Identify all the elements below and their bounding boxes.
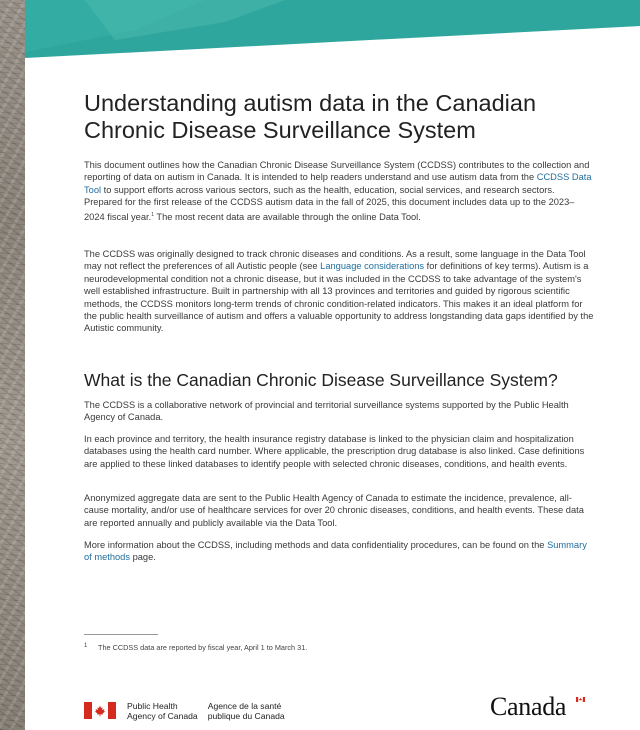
summary-of-methods-link[interactable]: Summary of methods <box>84 540 587 563</box>
wordmark-flag-icon <box>576 697 585 702</box>
canada-wordmark: Canada <box>490 692 567 721</box>
footnote <box>84 643 307 652</box>
intro-paragraph-2: The CCDSS was originally designed to track chronic diseases and conditions. As a result, some language in the Data Tool may not reflect the preferences of all Autistic people (see Language considerations for definitions of key terms). Autism is a neurodevelopmental condition not a chronic disease, but it was included in the CCDSS to take advantage of the system's well established infrastructure. Built in partnership with all 13 provinces and territories and guided by rigorous scientific methods, the CCDSS monitors long-term trends of chronic condition-related indicators. This makes it an ideal platform for the public health surveillance of autism and offers a valuable opportunity to address longstanding data gaps identified by the Autistic community. <box>84 249 594 334</box>
document-title: Understanding autism data in the Canadian Chronic Disease Surveillance System <box>84 90 537 143</box>
section-paragraph-1: The CCDSS is a collaborative network of provincial and territorial surveillance systems supported by the Public Health Agency of Canada. <box>84 400 569 423</box>
agency-name-fr: Agence de la santé publique du Canada <box>207 701 285 721</box>
agency-name-en: Public Health Agency of Canada <box>127 701 198 721</box>
intro-paragraph-1: This document outlines how the Canadian Chronic Disease Surveillance System (CCDSS) contributes to the collection and reporting of data on autism in Canada. It is intended to help readers understand and use autism data from the CCDSS Data Tool to support efforts across various sectors, such as the health, education, social services, and research sectors. Prepared for the first release of the CCDSS autism data in the fall of 2025, this document includes data up to the 2023–2024 fiscal year.$^1$ The most recent data are available through the online Data Tool. <box>84 160 592 222</box>
phac-signature <box>84 702 285 721</box>
footnote-text: The CCDSS data are reported by fiscal year, April 1 to March 31. <box>98 643 308 652</box>
section-paragraph-3: Anonymized aggregate data are sent to the Public Health Agency of Canada to estimate the incidence, prevalence, all-cause mortality, and/or use of healthcare services for over 20 chronic diseases, conditions, and health events. These data are reported annually and publicly available via the Data Tool. <box>84 493 584 528</box>
section-paragraph-4: More information about the CCDSS, including methods and data confidentiality procedures, can be found on the Summary of methods page. <box>84 540 587 563</box>
language-considerations-link[interactable]: Language considerations <box>320 261 425 272</box>
section-heading: What is the Canadian Chronic Disease Surveillance System? <box>84 370 558 390</box>
decorative-stone-strip <box>0 0 25 730</box>
ccdss-data-tool-link[interactable]: CCDSS Data Tool <box>84 172 592 195</box>
footnote-mark: 1 <box>84 643 88 649</box>
header-banner <box>25 0 640 58</box>
section-paragraph-2: In each province and territory, the health insurance registry database is linked to the physician claim and hospitalization databases using the health card number. Where applicable, the prescription drug database is also linked. Case definitions are applied to these linked databases to identify people with selected chronic diseases, conditions, and health events. <box>84 434 585 469</box>
canada-flag-icon <box>84 702 116 719</box>
footnote-ref: 1 <box>151 211 154 218</box>
footnote-divider <box>84 634 158 635</box>
